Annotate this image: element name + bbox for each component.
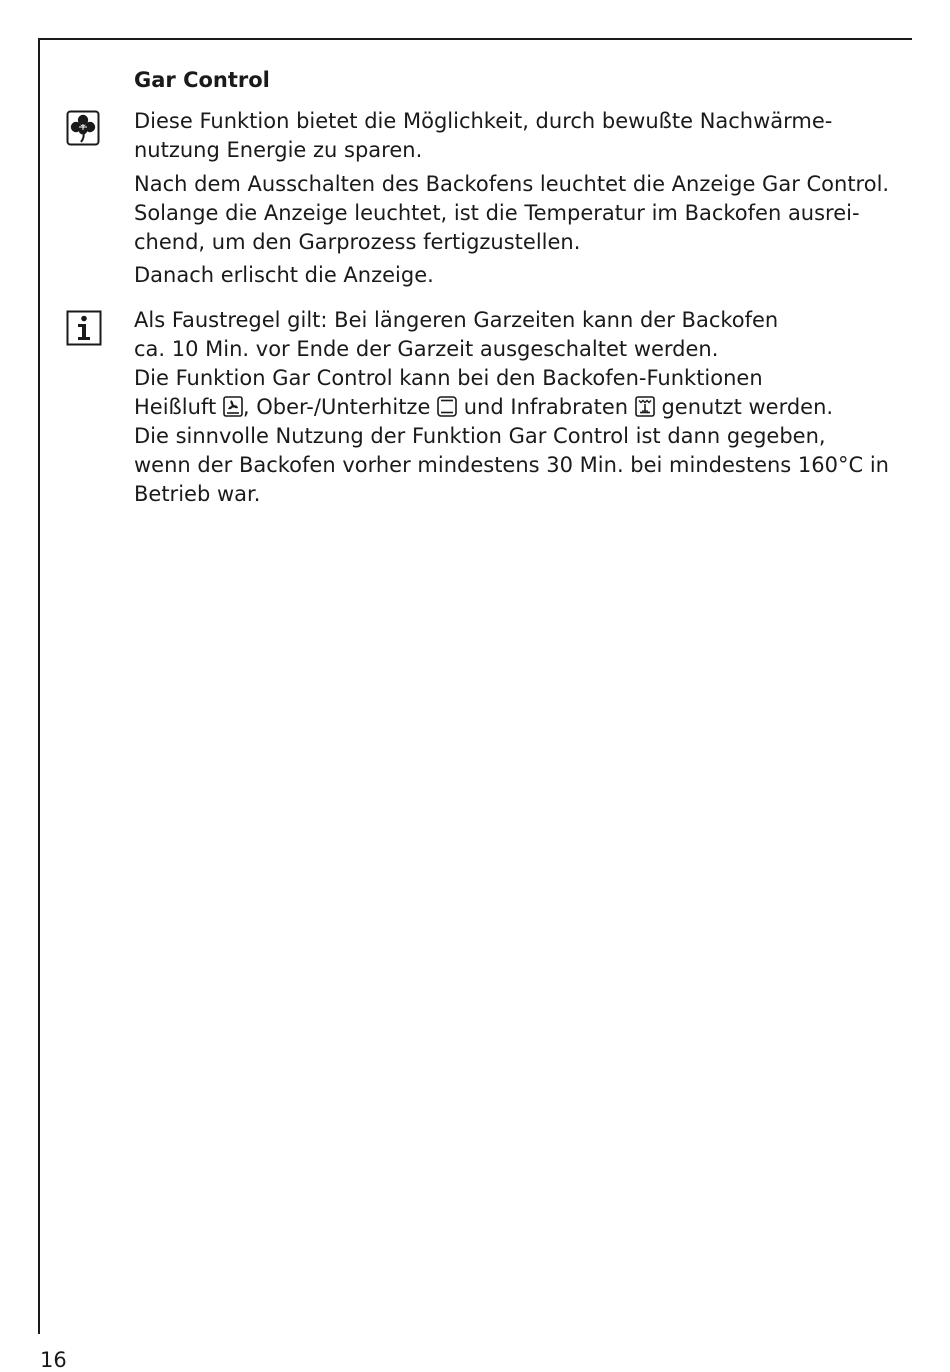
page-number: 16 [40,1348,67,1372]
text-fragment: genutzt werden. [661,395,834,419]
text-line: Die sinnvolle Nutzung der Funktion Gar Control ist dann gegeben, [134,424,826,448]
text-line: chend, um den Garprozess fertigzustellen. [134,230,581,254]
clover-icon [66,110,100,146]
text-line: Danach erlischt die Anzeige. [134,263,434,287]
eco-paragraph [134,107,904,165]
extinguish-paragraph [134,261,904,290]
after-off-paragraph [134,170,904,257]
text-line: nutzung Energie zu sparen. [134,138,423,162]
section-title: Gar Control [134,68,270,92]
infra-grill-icon [635,396,655,417]
frame-top-rule [38,38,912,40]
text-line: Betrieb war. [134,482,261,506]
text-line: ca. 10 Min. vor Ende der Garzeit ausgeschaltet werden. [134,337,719,361]
text-fragment: und Infrabraten [463,395,629,419]
text-line: Als Faustregel gilt: Bei längeren Garzeiten kann der Backofen [134,308,779,332]
text-line: Solange die Anzeige leuchtet, ist die Temperatur im Backofen ausrei- [134,201,860,225]
frame-left-rule [38,38,40,1334]
hot-air-fan-icon [223,396,243,417]
top-bottom-heat-icon [437,396,457,417]
info-icon [66,310,102,346]
text-line-with-icons [134,393,904,422]
text-line: Nach dem Ausschalten des Backofens leuchtet die Anzeige Gar Control. [134,172,890,196]
text-line: Diese Funktion bietet die Möglichkeit, durch bewußte Nachwärme- [134,109,833,133]
text-line: Die Funktion Gar Control kann bei den Backofen-Funktionen [134,366,763,390]
info-paragraph [134,306,904,509]
text-fragment: , Ober-/Unterhitze [242,395,431,419]
text-fragment: Heißluft [134,395,217,419]
text-line: wenn der Backofen vorher mindestens 30 Min. bei mindestens 160°C in [134,453,889,477]
